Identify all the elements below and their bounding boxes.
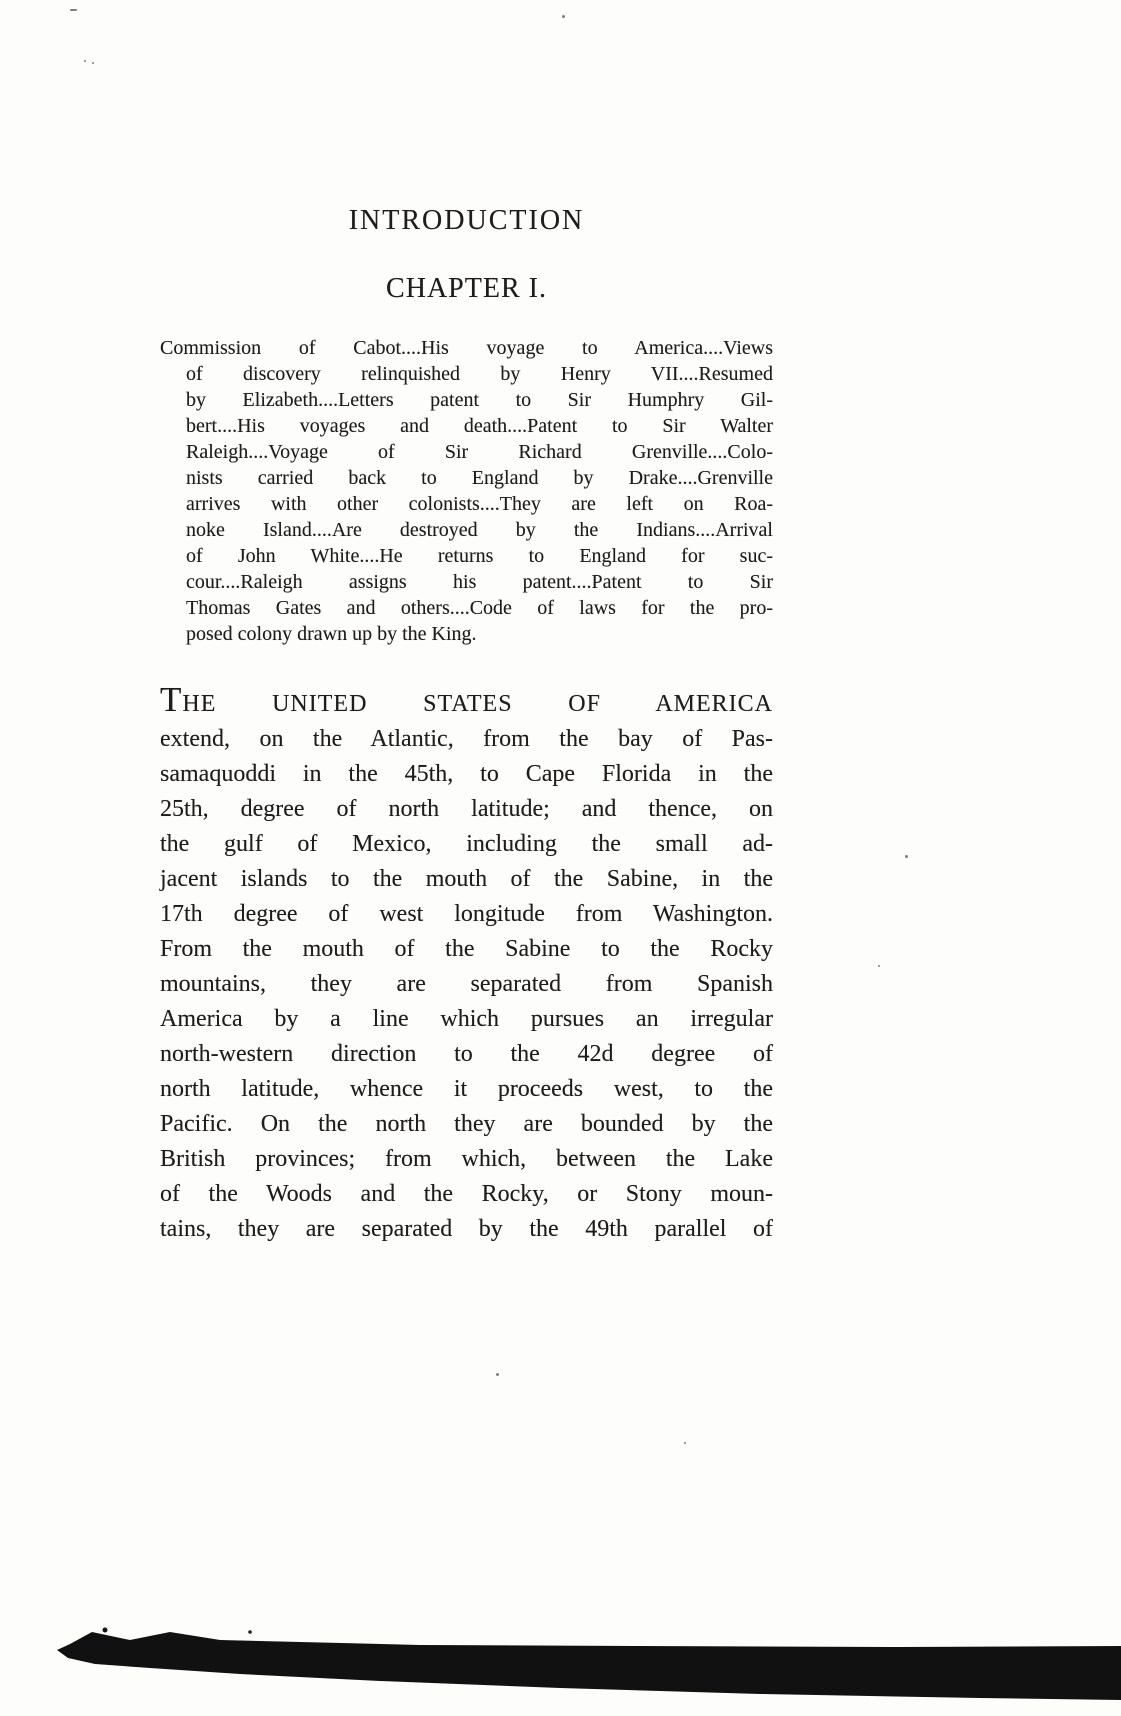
scan-speckle [878,965,880,967]
body-lines [160,722,773,1247]
summary-line: Thomas Gates and others....Code of laws for the pro- [186,597,773,619]
body-line: 25th, degree of north latitude; and thence, on [160,796,773,822]
body-line: north latitude, whence it proceeds west, to the [160,1076,773,1102]
body-line: 17th degree of west longitude from Washington. [160,901,773,927]
chapter-heading: CHAPTER I. [386,273,547,304]
scan-speckle [70,9,77,11]
opening-line-rest: HE UNITED STATES OF AMERICA [182,691,773,717]
body-line: north-western direction to the 42d degree of [160,1041,773,1067]
scan-speckle [496,1373,499,1376]
summary-line: arrives with other colonists....They are left on Roa- [186,493,773,515]
summary-line: nists carried back to England by Drake....Grenville [186,467,773,489]
body-line: mountains, they are separated from Spanish [160,971,773,997]
section-title: INTRODUCTION [348,205,585,236]
summary-line: cour....Raleigh assigns his patent....Patent to Sir [186,571,773,593]
body-line: samaquoddi in the 45th, to Cape Florida in the [160,761,773,787]
page-text-column [160,205,773,1247]
body-line: jacent islands to the mouth of the Sabine, in the [160,866,773,892]
body-line: America by a line which pursues an irregular [160,1006,773,1032]
chapter-summary [160,335,773,647]
body-line: the gulf of Mexico, including the small ad- [160,831,773,857]
summary-line: posed colony drawn up by the King. [186,623,477,645]
initial-capital: T [160,680,183,719]
body-line: extend, on the Atlantic, from the bay of Pas- [160,726,773,752]
summary-line: Raleigh....Voyage of Sir Richard Grenville....Colo- [186,441,773,463]
body-line: British provinces; from which, between the Lake [160,1146,773,1172]
body-line: Pacific. On the north they are bounded by the [160,1111,773,1137]
summary-line: of discovery relinquished by Henry VII....Resumed [186,363,773,385]
scan-speckle [84,60,86,62]
scan-speckle [905,855,908,858]
body-paragraph [160,680,773,1247]
opening-line [160,680,773,722]
summary-line: of John White....He returns to England for suc- [186,545,773,567]
summary-line: bert....His voyages and death....Patent to Sir Walter [186,415,773,437]
summary-line: noke Island....Are destroyed by the Indians....Arrival [186,519,773,541]
body-line: From the mouth of the Sabine to the Rocky [160,936,773,962]
scan-speckle [562,15,565,18]
scan-speckle [684,1442,686,1444]
summary-line: by Elizabeth....Letters patent to Sir Humphry Gil- [186,389,773,411]
body-line: tains, they are separated by the 49th parallel of [160,1216,773,1242]
summary-line: Commission of Cabot....His voyage to America....Views [160,337,773,359]
body-line: of the Woods and the Rocky, or Stony moun- [160,1181,773,1207]
scan-speckle [92,62,94,64]
scan-artifact-bottom-band [0,1618,1121,1716]
